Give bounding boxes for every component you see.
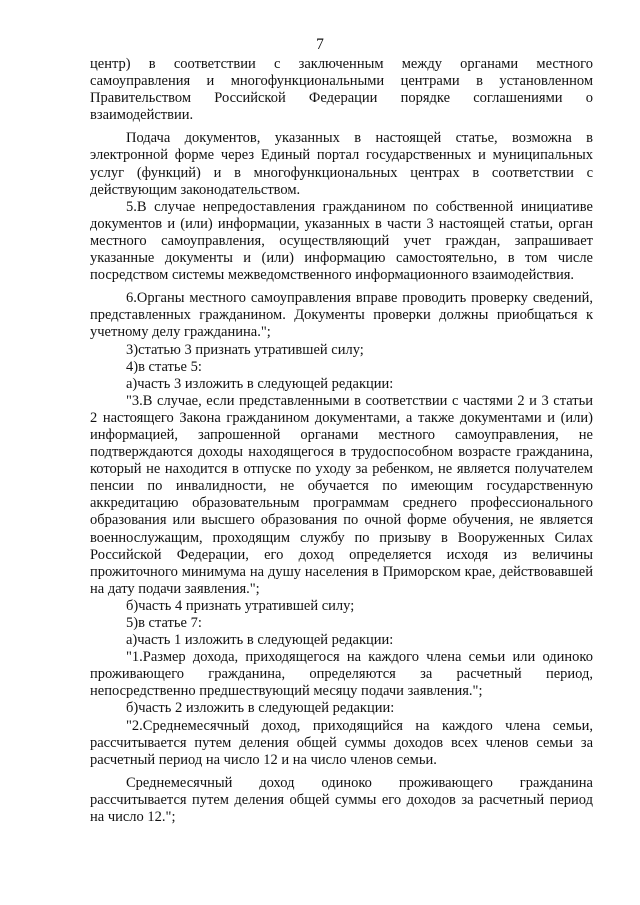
- body-text: [90, 56, 593, 826]
- paragraph-electronic-submission: Подача документов, указанных в настоящей статье, возможна в электронной форме через Единый портал государственных и муниципальных услуг (функций) и в многофункциональных центрах в соответствии с действующим законодательством.: [90, 130, 593, 198]
- item-5-article-7: 5)в статье 7:: [126, 615, 202, 631]
- paragraph-single-citizen-income: Среднемесячный доход одиноко проживающего гражданина рассчитывается путем деления общей суммы его доходов за расчетный период на число 12.";: [90, 774, 593, 826]
- item-4-article-5: 4)в статье 5:: [126, 358, 202, 375]
- subitem-b-part-4: б)часть 4 признать утратившей силу;: [126, 597, 355, 614]
- paragraph-mfc-agreement: центр) в соответствии с заключенным между органами местного самоуправления и многофункциональными центрами в установленном Правительством Российской Федерации порядке соглашениями о взаимодействии.: [90, 56, 593, 124]
- quoted-part-3: "3.В случае, если представленными в соответствии с частями 2 и 3 статьи 2 настоящего Закона гражданином документами, а также документами и (или) информацией, запрошенной органами местного самоуправления, не подтверждаются доходы находящегося в трудоспособном возрасте гражданина, который не находится в отпуске по уходу за ребенком, не является получателем пенсии по инвалидности, не обучается по имеющим государственную аккредитацию образовательным программам среднего профессионального образования или высшего образования по очной форме обучения, не является военнослужащим, проходящим службу по призыву в Вооруженных Силах Российской Федерации, его доход определяется исходя из величины прожиточного минимума на душу населения в Приморском крае, действовавшей на дату подачи заявления.";: [90, 392, 593, 597]
- subitem-a-part-1: а)часть 1 изложить в следующей редакции:: [126, 632, 394, 649]
- quoted-part-1: "1.Размер дохода, приходящегося на каждого члена семьи или одиноко проживающего гражданина, определяются за расчетный период, непосредственно предшествующий месяцу подачи заявления.";: [90, 649, 593, 700]
- subitem-b-part-2: б)часть 2 изложить в следующей редакции:: [126, 700, 395, 717]
- page-number: 7: [316, 36, 324, 53]
- quoted-part-2: "2.Среднемесячный доход, приходящийся на каждого члена семьи, рассчитывается путем деления общей суммы доходов всех членов семьи за расчетный период на число 12 и на число членов семьи.: [90, 717, 593, 768]
- subitem-a-part-3: а)часть 3 изложить в следующей редакции:: [126, 375, 394, 392]
- paragraph-part-5: 5.В случае непредоставления гражданином по собственной инициативе документов и (или) информации, указанных в части 3 настоящей статьи, орган местного самоуправления, осуществляющий учет граждан, запрашивает указанные документы и (или) информацию самостоятельно, в том числе посредством системы межведомственного информационного взаимодействия.: [90, 198, 593, 284]
- item-3-article-3: 3)статью 3 признать утратившей силу;: [126, 341, 364, 358]
- paragraph-part-6: 6.Органы местного самоуправления вправе проводить проверку сведений, представленных гражданином. Документы проверки должны приобщаться к учетному делу гражданина.";: [90, 290, 593, 341]
